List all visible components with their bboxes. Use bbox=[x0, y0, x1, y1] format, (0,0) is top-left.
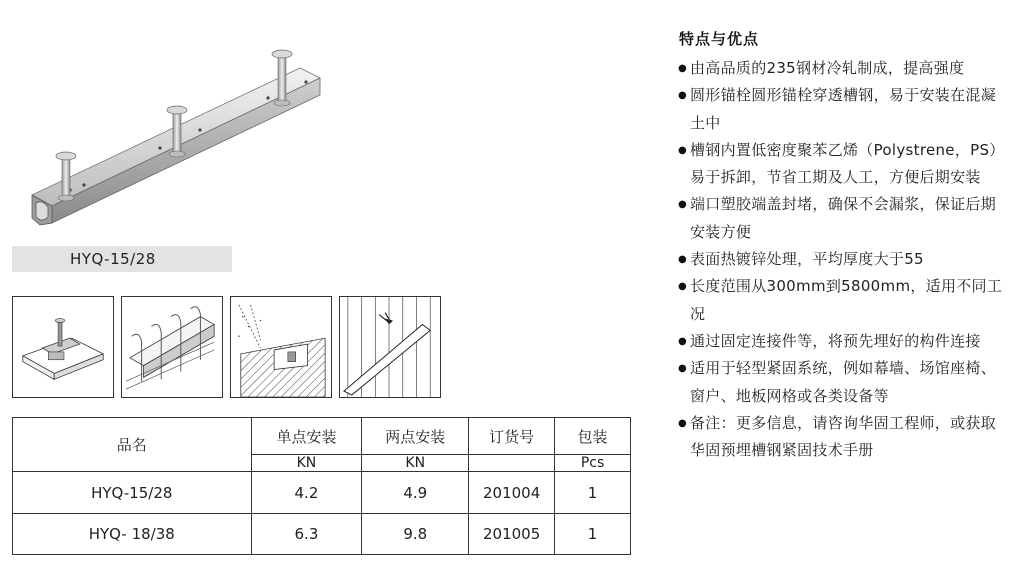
unit-order bbox=[469, 455, 555, 472]
bullet-icon: ● bbox=[678, 254, 688, 266]
row-package: 1 bbox=[555, 514, 631, 555]
bullet-icon: ● bbox=[678, 144, 688, 156]
row-order-no: 201005 bbox=[469, 514, 555, 555]
row-name: HYQ-15/28 bbox=[13, 472, 252, 514]
bullet-icon: ● bbox=[678, 417, 688, 429]
list-item bbox=[676, 191, 1006, 246]
installation-diagram-3 bbox=[230, 296, 332, 398]
feature-text: 通过固定连接件等，将预先埋好的构件连接 bbox=[690, 331, 981, 350]
bullet-icon: ● bbox=[678, 63, 688, 74]
unit-package: Pcs bbox=[555, 455, 631, 472]
row-single: 6.3 bbox=[251, 514, 362, 555]
feature-text: 长度范围从300mm到5800mm，适用不同工况 bbox=[690, 277, 1003, 323]
header-name: 品名 bbox=[13, 418, 252, 472]
row-double: 9.8 bbox=[362, 514, 469, 555]
list-item bbox=[676, 328, 1006, 355]
list-item bbox=[676, 137, 1006, 192]
row-single: 4.2 bbox=[251, 472, 362, 514]
header-double-install: 两点安装 bbox=[362, 418, 469, 455]
bullet-icon: ● bbox=[678, 281, 688, 293]
feature-text: 表面热镀锌处理，平均厚度大于55 bbox=[690, 250, 924, 269]
feature-text: 适用于轻型紧固系统，例如幕墙、场馆座椅、窗户、地板网格或各类设备等 bbox=[690, 359, 997, 405]
bullet-icon: ● bbox=[678, 199, 688, 211]
product-image-anchor-channel bbox=[10, 20, 330, 250]
features-list bbox=[676, 55, 1006, 464]
feature-text: 槽钢内置低密度聚苯乙烯（Polystrene，PS）易于拆卸，节省工期及人工，方便后期安装 bbox=[690, 140, 1005, 187]
header-order-no: 订货号 bbox=[469, 418, 555, 455]
features-title: 特点与优点 bbox=[679, 30, 760, 48]
feature-text: 备注：更多信息，请咨询华固工程师，或获取华固预埋槽钢紧固技术手册 bbox=[690, 413, 997, 460]
unit-double: KN bbox=[362, 455, 469, 472]
list-item bbox=[676, 273, 1006, 328]
installation-diagram-1 bbox=[12, 296, 114, 398]
row-order-no: 201004 bbox=[469, 472, 555, 514]
feature-text: 端口塑胶端盖封堵，确保不会漏浆，保证后期安装方便 bbox=[690, 195, 997, 241]
spec-table bbox=[12, 417, 631, 555]
bullet-icon: ● bbox=[678, 363, 688, 375]
list-item bbox=[676, 55, 1006, 82]
row-package: 1 bbox=[555, 472, 631, 514]
table-row bbox=[13, 472, 631, 514]
installation-diagram-2 bbox=[121, 296, 223, 398]
header-single-install: 单点安装 bbox=[251, 418, 362, 455]
unit-single: KN bbox=[251, 455, 362, 472]
table-header-row bbox=[13, 418, 631, 455]
list-item bbox=[676, 82, 1006, 137]
bullet-icon: ● bbox=[678, 335, 688, 347]
model-caption: HYQ-15/28 bbox=[12, 246, 232, 272]
row-double: 4.9 bbox=[362, 472, 469, 514]
installation-diagram-4 bbox=[339, 296, 441, 398]
feature-text: 圆形锚栓圆形锚栓穿透槽钢，易于安装在混凝土中 bbox=[690, 86, 997, 132]
bullet-icon: ● bbox=[678, 90, 688, 102]
list-item bbox=[676, 410, 1006, 465]
table-row bbox=[13, 514, 631, 555]
row-name: HYQ- 18/38 bbox=[13, 514, 252, 555]
feature-text: 由高品质的235钢材冷轧制成，提高强度 bbox=[690, 59, 965, 77]
features-section bbox=[676, 28, 1006, 464]
list-item bbox=[676, 246, 1006, 273]
header-package: 包装 bbox=[555, 418, 631, 455]
list-item bbox=[676, 355, 1006, 410]
